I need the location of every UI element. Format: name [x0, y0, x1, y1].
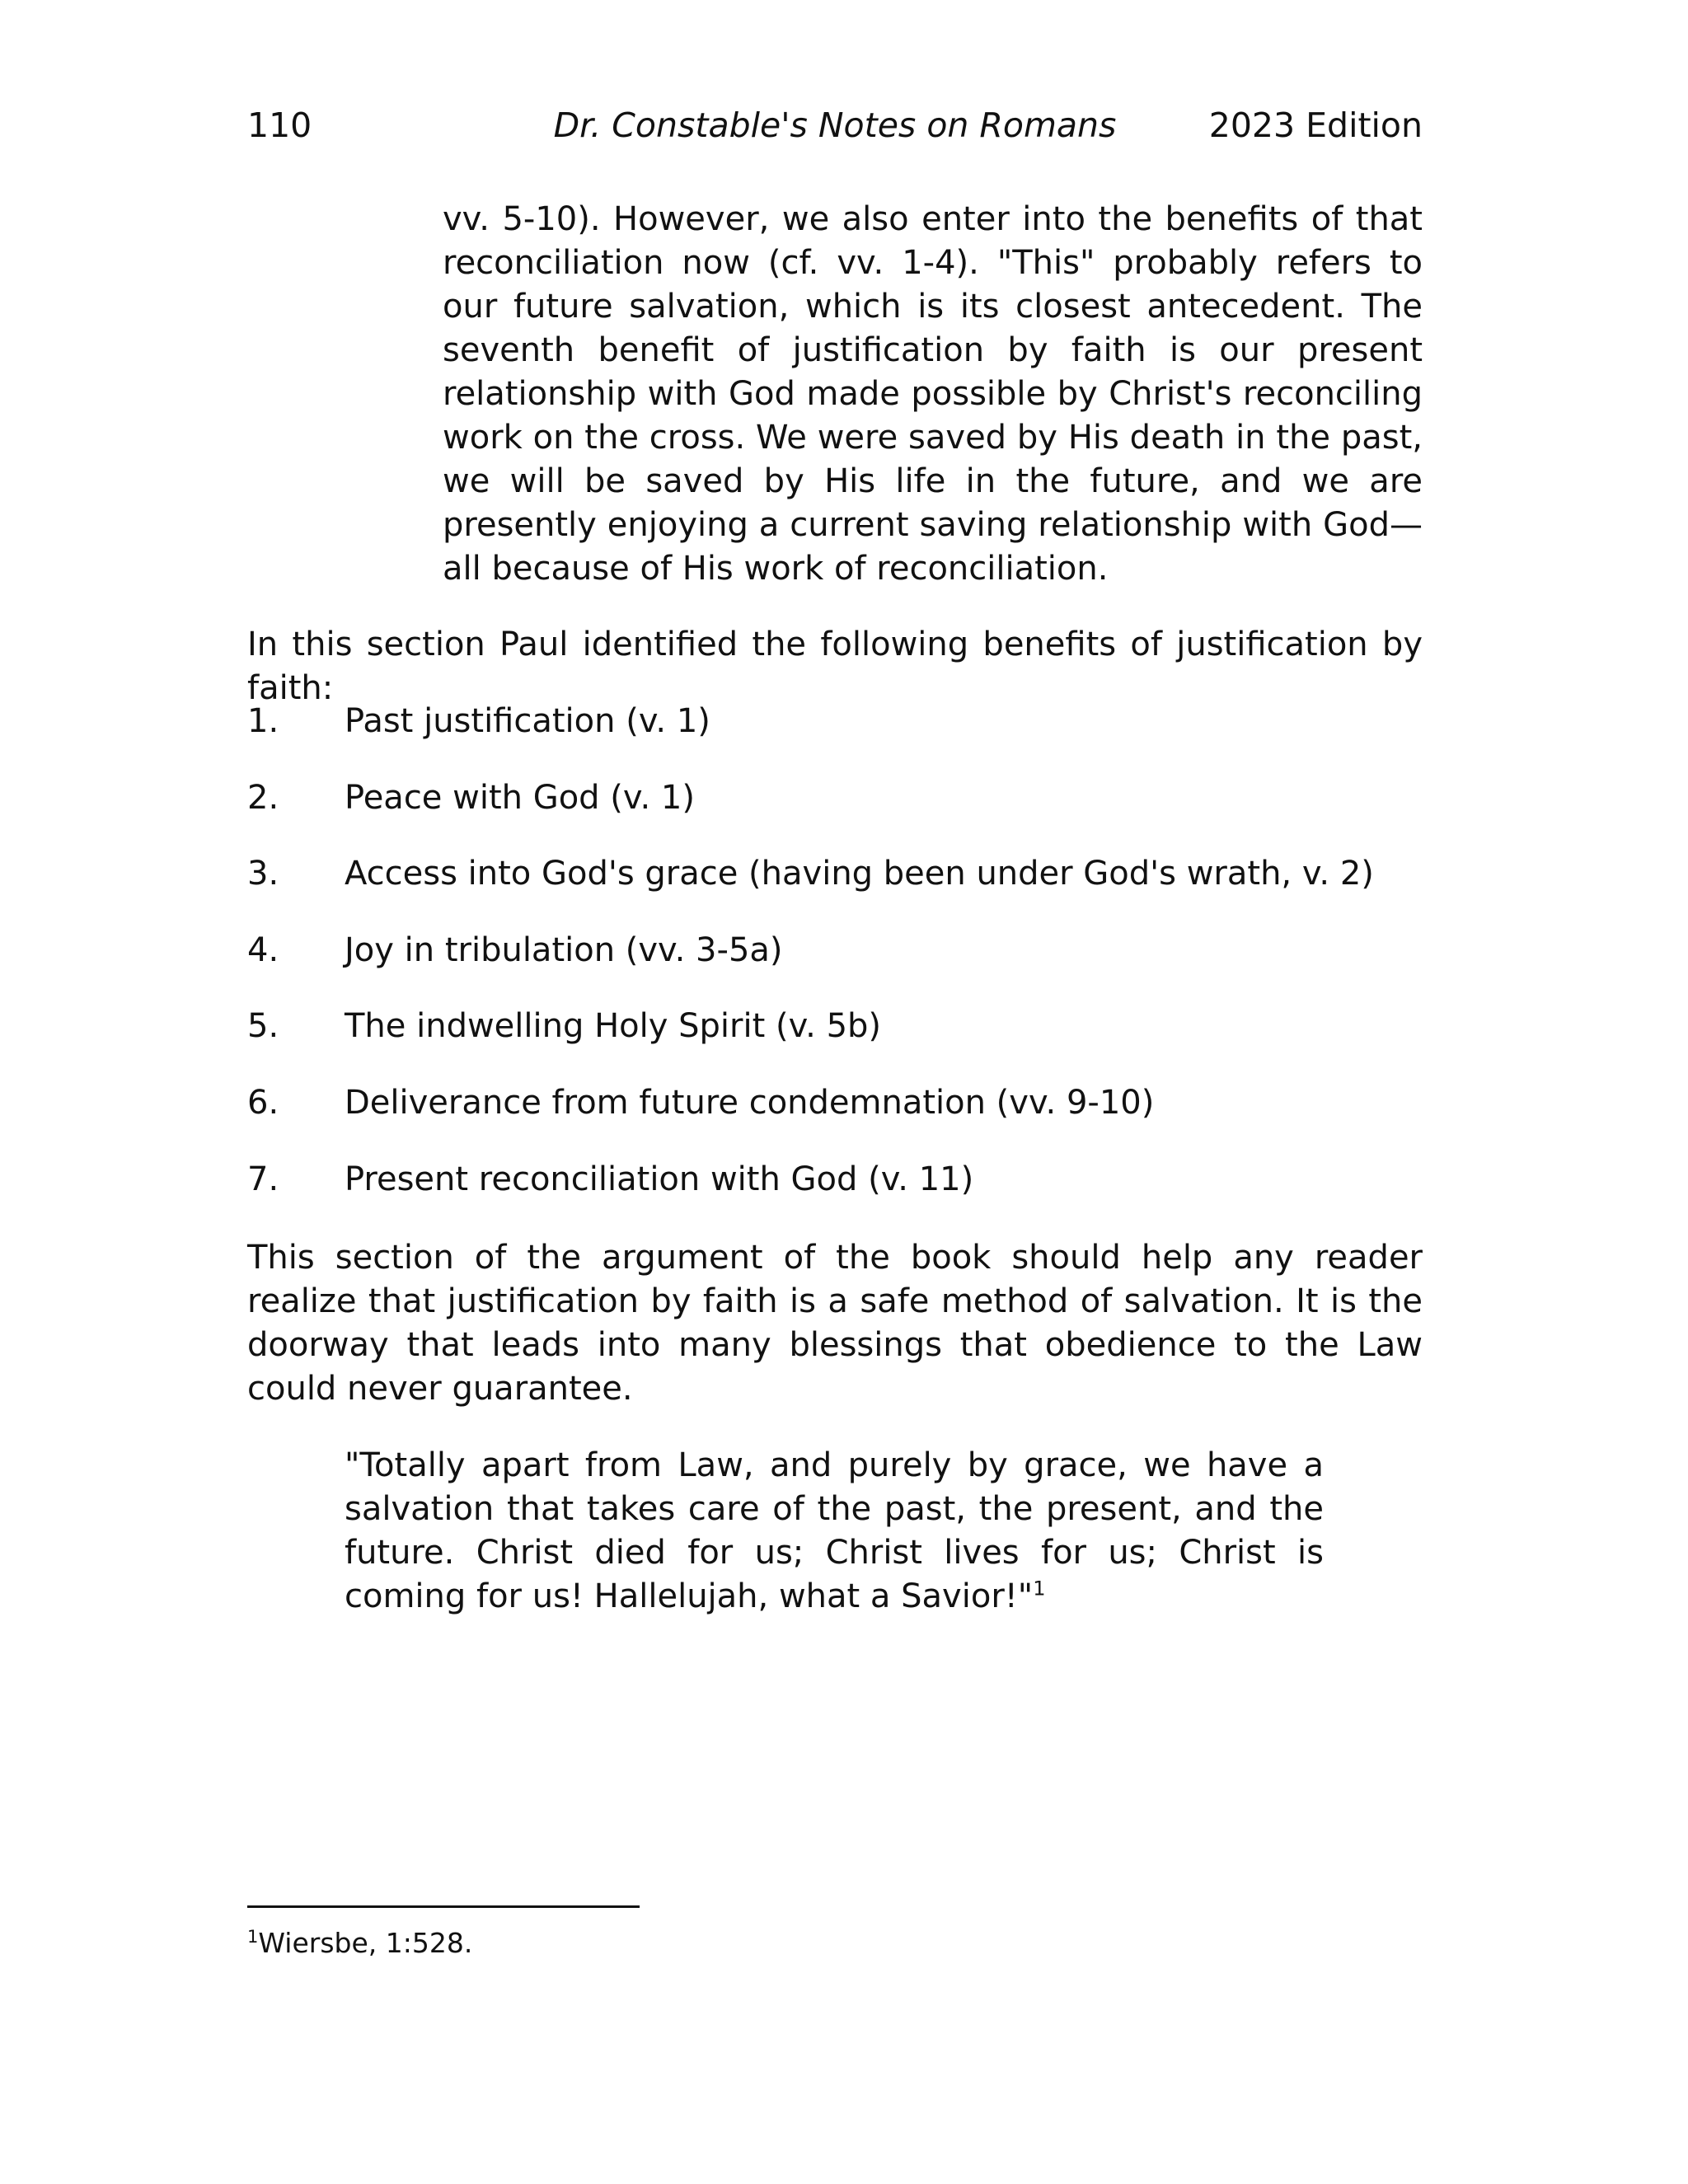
edition-label: 2023 Edition [1208, 105, 1423, 145]
list-item [247, 776, 1423, 853]
list-number: 7. [247, 1160, 279, 1198]
conclusion-paragraph: This section of the argument of the book should help any reader realize that justification by faith is a safe method of salvation. It is the doorway that leads into many blessings that obedience to the Law could never guarantee. [247, 1239, 1423, 1408]
benefits-list [247, 700, 1423, 1234]
list-text: Peace with God (v. 1) [345, 778, 695, 817]
list-item [247, 929, 1423, 1005]
block-quote [345, 1444, 1324, 1619]
footnote-marker: 1 [247, 1927, 259, 1947]
list-item [247, 1005, 1423, 1081]
list-text: Present reconciliation with God (v. 11) [345, 1160, 974, 1198]
list-number: 2. [247, 778, 279, 817]
benefits-intro: In this section Paul identified the following benefits of justification by faith: [247, 626, 1423, 707]
page-number: 110 [247, 105, 312, 145]
list-text: Access into God's grace (having been under God's wrath, v. 2) [345, 855, 1374, 893]
running-title: Dr. Constable's Notes on Romans [553, 105, 1117, 145]
footnote-divider [247, 1905, 640, 1908]
list-text: Deliverance from future condemnation (vv. 9-10) [345, 1083, 1155, 1122]
list-text: The indwelling Holy Spirit (v. 5b) [345, 1007, 882, 1046]
list-number: 5. [247, 1007, 279, 1046]
list-item [247, 1081, 1423, 1158]
continued-paragraph: vv. 5-10). However, we also enter into the benefits of that reconciliation now (cf. vv. 1-4). "This" probably refers to our future salvation, which is its closest antecedent. The seventh benefit of justification by faith is our present relationship with God made possible by Christ's reconciling work on the cross. We were saved by His death in the past, we will be saved by His life in the future, and we are presently enjoying a current saving relationship with God—all because of His work of reconciliation. [443, 200, 1423, 588]
list-item [247, 1158, 1423, 1235]
list-text: Joy in tribulation (vv. 3-5a) [345, 930, 783, 969]
list-text: Past justification (v. 1) [345, 702, 710, 740]
footnote-text: Wiersbe, 1:528. [258, 1927, 473, 1959]
footnote [247, 1925, 472, 1961]
list-number: 3. [247, 855, 279, 893]
quote-text: "Totally apart from Law, and purely by grace, we have a salvation that takes care of the past, the present, and the future. Christ died for us; Christ lives for us; Christ is coming for us! Hallelujah, what a Savior!" [345, 1446, 1324, 1615]
list-item [247, 852, 1423, 929]
list-item [247, 700, 1423, 776]
list-number: 6. [247, 1083, 279, 1122]
footnote-reference[interactable]: 1 [1033, 1577, 1046, 1601]
list-number: 4. [247, 930, 279, 969]
page-header [247, 101, 1423, 150]
list-number: 1. [247, 702, 279, 740]
